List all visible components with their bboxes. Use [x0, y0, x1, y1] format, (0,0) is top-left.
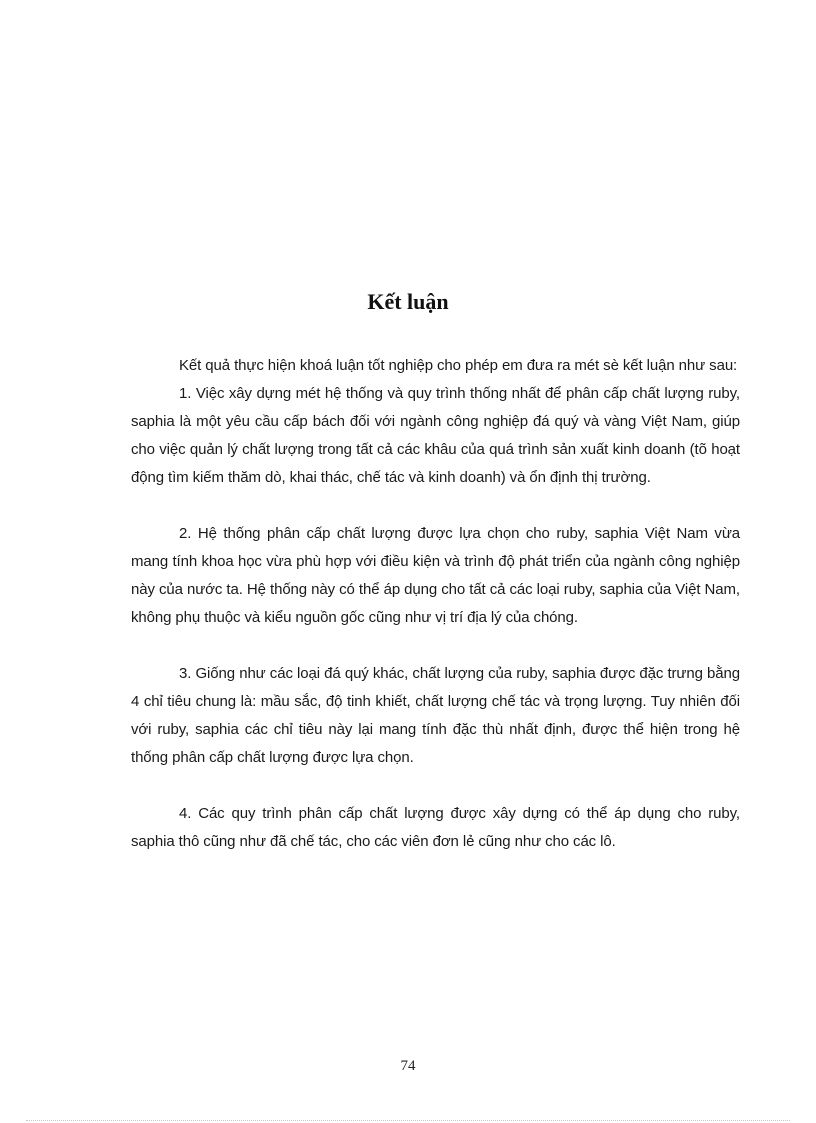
conclusion-paragraph-3: 3. Giống như các loại đá quý khác, chất lượng của ruby, saphia được đặc trưng bằng 4 chỉ tiêu chung là: mầu sắc, độ tinh khiết, chất lượng chế tác và trọng lượng. Tuy nhiên đối với ruby, saphia các chỉ tiêu này lại mang tính đặc thù nhất định, được thể hiện trong hệ thống phân cấp chất lượng được lựa chọn.: [131, 665, 740, 766]
conclusion-paragraph-1: 1. Việc xây dựng mét hệ thống và quy trình thống nhất để phân cấp chất lượng ruby, saphia là một yêu cầu cấp bách đối với ngành công nghiệp đá quý và vàng Việt Nam, giúp cho việc quản lý chất lượng trong tất cả các khâu của quá trình sản xuất kinh doanh (tõ hoạt động tìm kiếm thăm dò, khai thác, chế tác và kinh doanh) và ổn định thị trường.: [131, 385, 740, 486]
page-title: Kết luận: [367, 289, 449, 314]
page-bottom-divider: [26, 1120, 790, 1121]
conclusion-paragraph-4: 4. Các quy trình phân cấp chất lượng được xây dựng có thể áp dụng cho ruby, saphia thô cũng như đã chế tác, cho các viên đơn lẻ cũng như cho các lô.: [131, 805, 740, 850]
conclusion-paragraph-2: 2. Hệ thống phân cấp chất lượng được lựa chọn cho ruby, saphia Việt Nam vừa mang tính khoa học vừa phù hợp với điều kiện và trình độ phát triển của ngành công nghiệp này của nước ta. Hệ thống này có thể áp dụng cho tất cả các loại ruby, saphia của Việt Nam, không phụ thuộc và kiểu nguồn gốc cũng như vị trí địa lý của chóng.: [131, 525, 740, 626]
page-number: 74: [400, 1058, 416, 1074]
document-body: [131, 352, 740, 856]
intro-paragraph: Kết quả thực hiện khoá luận tốt nghiệp cho phép em đưa ra mét sè kết luận như sau:: [179, 357, 738, 374]
